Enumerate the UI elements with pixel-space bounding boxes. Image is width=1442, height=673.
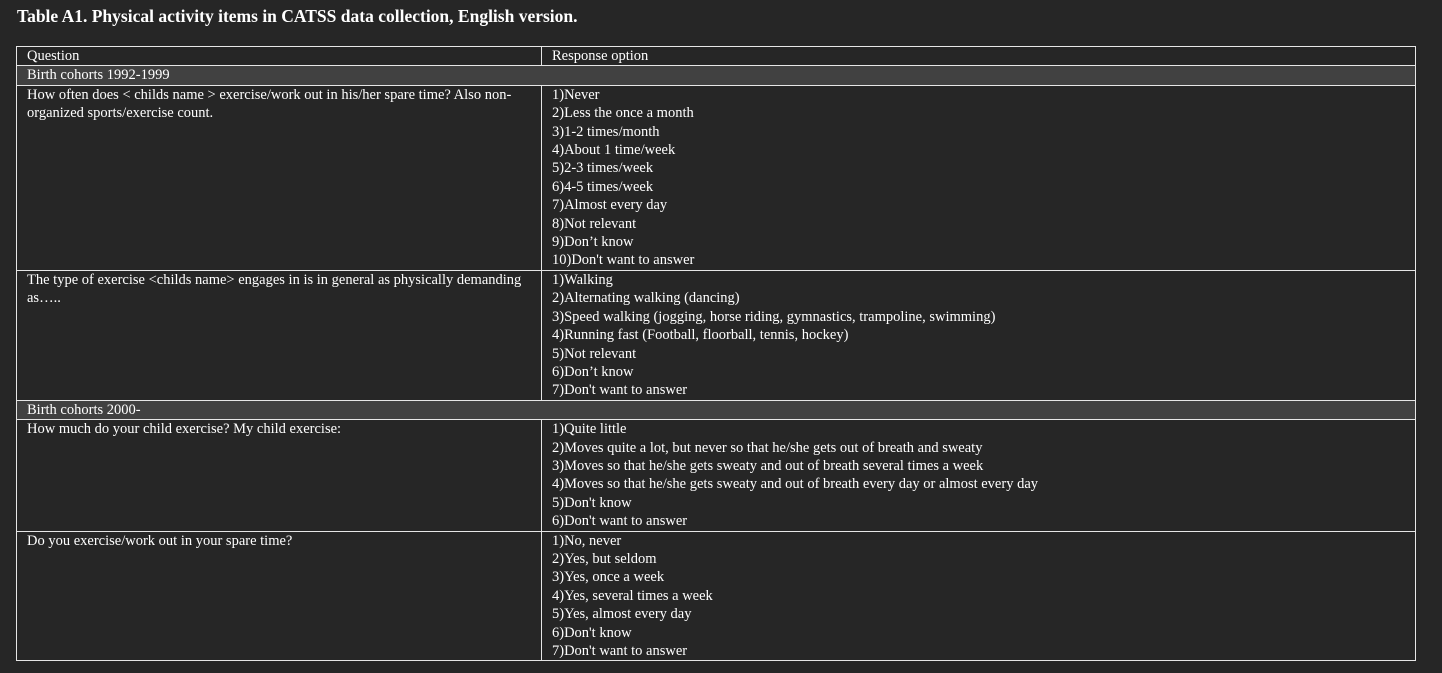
response-option: 8)Not relevant: [552, 215, 637, 232]
response-cell: [542, 531, 1416, 661]
response-option: 6)Don't know: [552, 624, 632, 641]
response-option: 5)Not relevant: [552, 345, 637, 362]
question-text: Do you exercise/work out in your spare time?: [27, 532, 293, 549]
response-option: 5)Yes, almost every day: [552, 606, 692, 623]
table-body: [17, 47, 1416, 661]
response-option: 4)Moves so that he/she gets sweaty and out of breath every day or almost every day: [552, 476, 1039, 493]
response-option: 4)Yes, several times a week: [552, 587, 713, 604]
question-cell: [17, 531, 542, 661]
question-cell: [17, 85, 542, 270]
response-option: 3)1-2 times/month: [552, 123, 660, 140]
response-option: 3)Moves so that he/she gets sweaty and out of breath several times a week: [552, 457, 984, 474]
table-row: [17, 85, 1416, 270]
response-option: 3)Speed walking (jogging, horse riding, gymnastics, trampoline, swimming): [552, 308, 996, 325]
response-option: 2)Yes, but seldom: [552, 550, 657, 567]
response-option: 3)Yes, once a week: [552, 569, 665, 586]
question-cell: [17, 270, 542, 400]
response-option: 2)Alternating walking (dancing): [552, 290, 740, 307]
response-option: 1)No, never: [552, 532, 622, 549]
table-row: [17, 420, 1416, 531]
table-row: [17, 270, 1416, 400]
response-option: 2)Less the once a month: [552, 105, 694, 122]
response-option: 4)Running fast (Football, floorball, tennis, hockey): [552, 327, 849, 344]
physical-activity-table: [16, 46, 1416, 661]
response-option: 7)Almost every day: [552, 197, 668, 214]
section-row: [17, 400, 1416, 419]
response-option: 2)Moves quite a lot, but never so that he/she gets out of breath and sweaty: [552, 439, 983, 456]
response-option: 10)Don't want to answer: [552, 252, 695, 269]
response-option: 5)Don't know: [552, 494, 632, 511]
response-option: 7)Don't want to answer: [552, 643, 688, 659]
response-option: 6)4-5 times/week: [552, 178, 654, 195]
response-option: 1)Never: [552, 86, 600, 103]
response-option: 6)Don't want to answer: [552, 513, 688, 530]
table-row: [17, 531, 1416, 661]
response-option: 1)Quite little: [552, 421, 627, 438]
response-option: 5)2-3 times/week: [552, 160, 654, 177]
section-label: Birth cohorts 2000-: [17, 400, 1416, 419]
section-label: Birth cohorts 1992-1999: [17, 66, 1416, 85]
response-option: 7)Don't want to answer: [552, 382, 688, 399]
response-option: 6)Don’t know: [552, 363, 634, 380]
question-text: The type of exercise <childs name> engages in is in general as physically demanding as…..: [27, 271, 522, 307]
response-cell: [542, 85, 1416, 270]
response-cell: [542, 420, 1416, 531]
question-text: How often does < childs name > exercise/work out in his/her spare time? Also non-organized sports/exercise count.: [27, 86, 512, 122]
response-cell: [542, 270, 1416, 400]
question-cell: [17, 420, 542, 531]
response-option: 9)Don’t know: [552, 234, 634, 251]
question-text: How much do your child exercise? My child exercise:: [27, 421, 342, 438]
response-option: 1)Walking: [552, 271, 613, 288]
response-header: Response option: [542, 47, 1416, 66]
response-option: 4)About 1 time/week: [552, 142, 676, 159]
question-header: Question: [17, 47, 542, 66]
table-title: Table A1. Physical activity items in CATSS data collection, English version.: [17, 6, 578, 26]
header-row: [17, 47, 1416, 66]
section-row: [17, 66, 1416, 85]
